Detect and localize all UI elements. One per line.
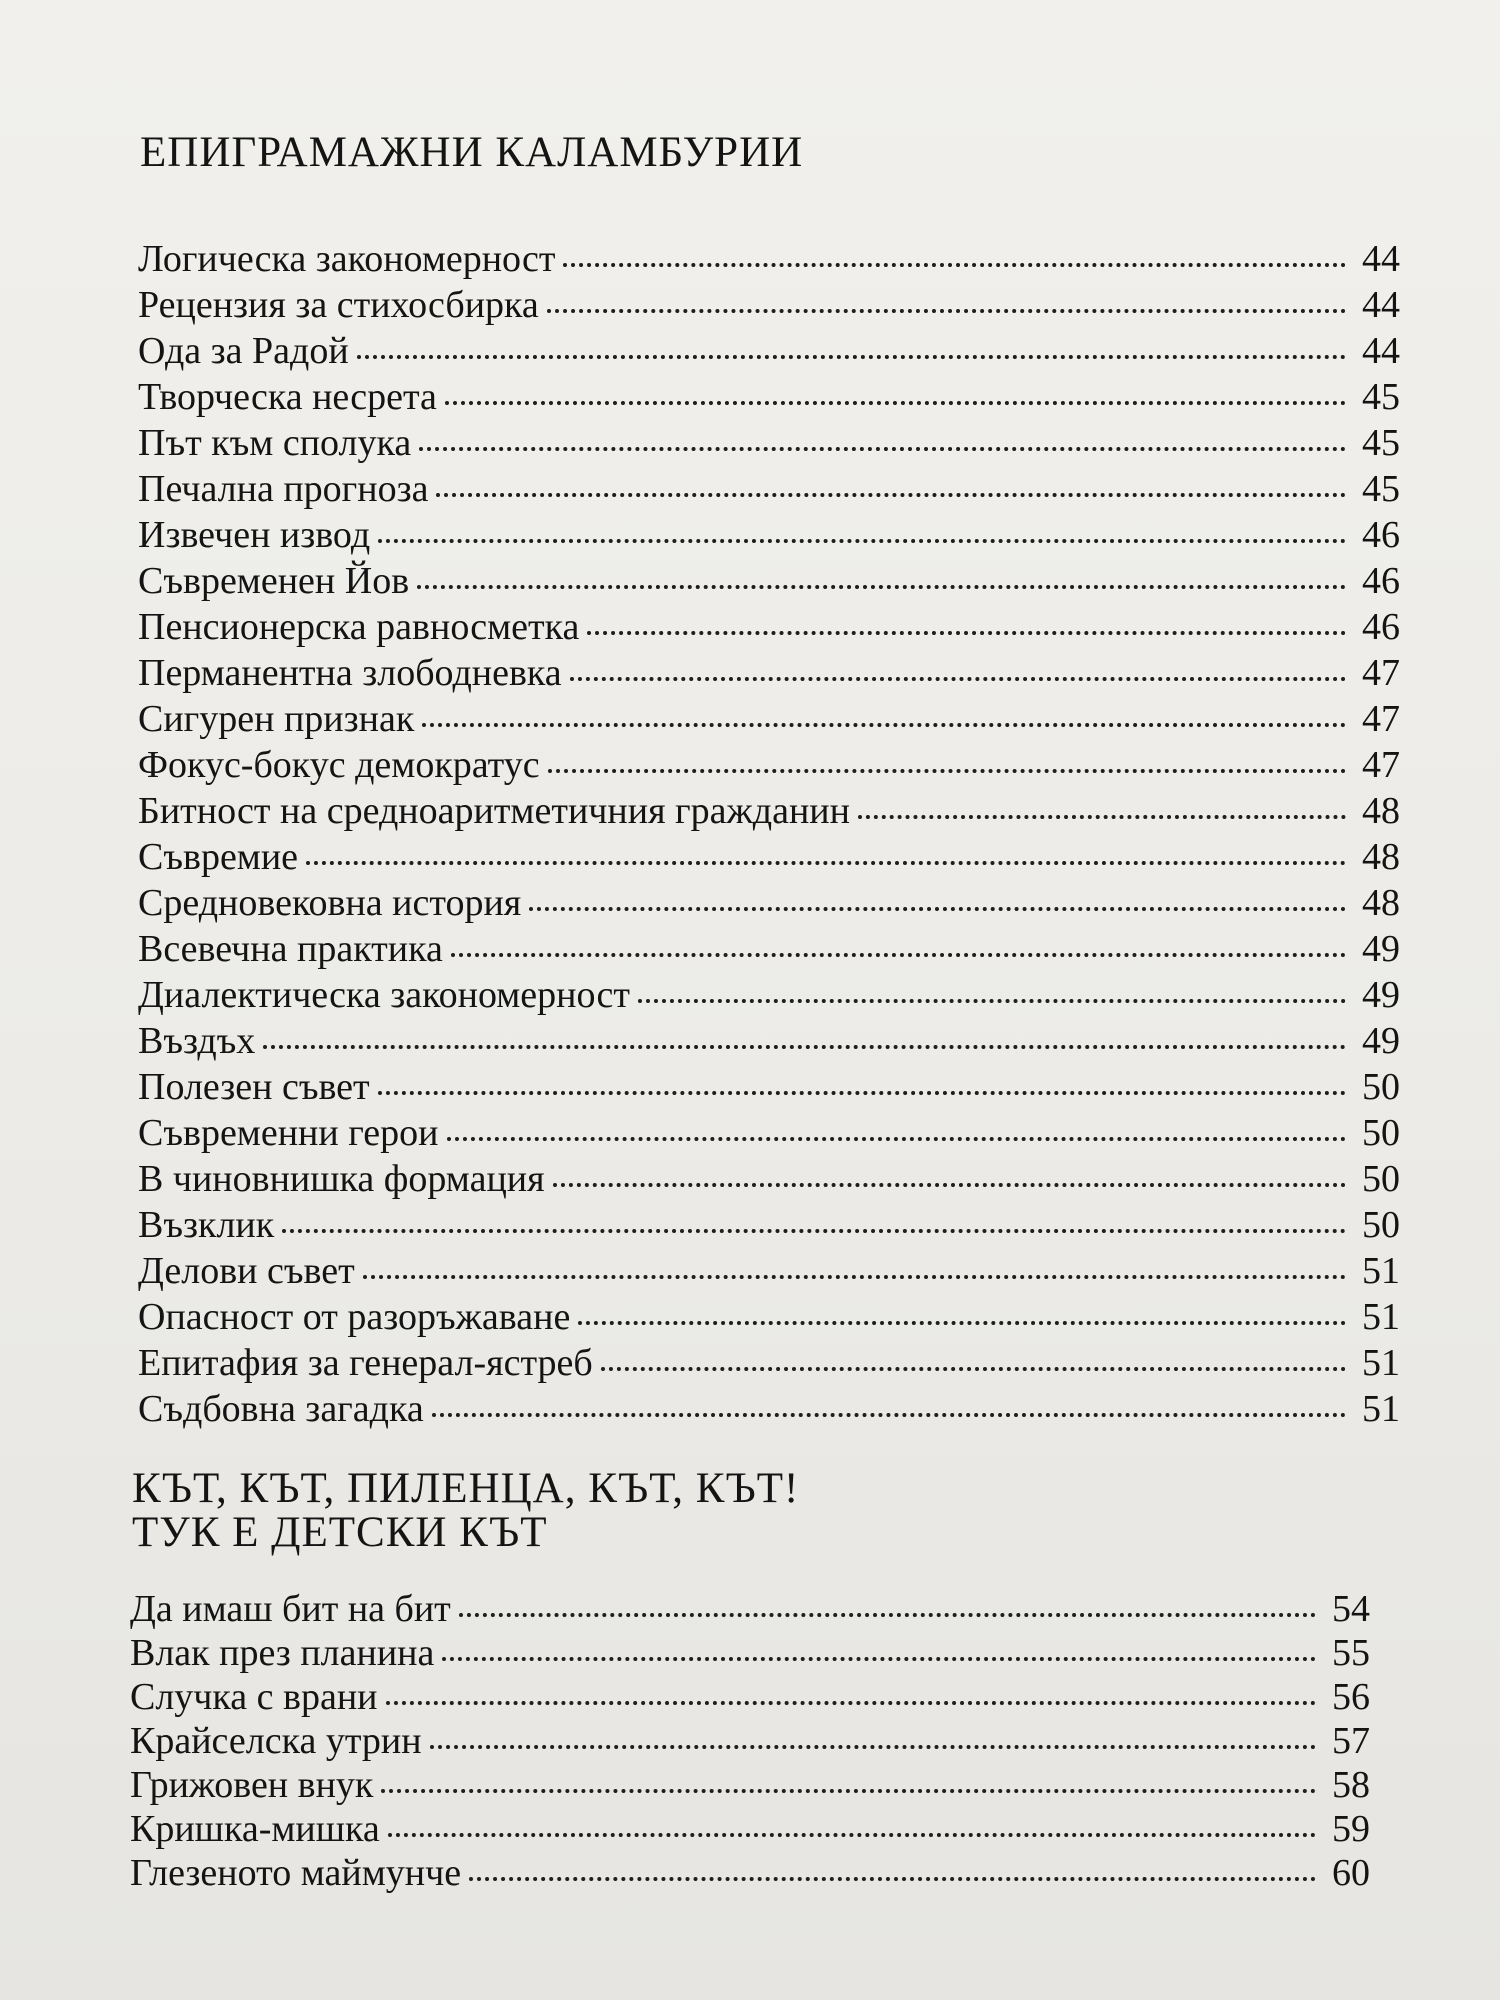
toc-entry-title: Печална прогноза <box>138 468 429 510</box>
toc-entry-title: Диалектическа закономерност <box>138 974 630 1016</box>
toc-entry <box>138 282 1400 328</box>
dot-leader <box>386 1701 1316 1705</box>
dot-leader <box>430 1745 1316 1749</box>
toc-entry-title: Полезен съвет <box>138 1066 370 1108</box>
toc-entry <box>138 1064 1400 1110</box>
toc-entry-page: 46 <box>1362 514 1400 556</box>
dot-leader <box>445 401 1346 405</box>
dot-leader <box>282 1229 1346 1233</box>
toc-entry-page: 50 <box>1362 1158 1400 1200</box>
toc-entry-title: Съдбовна загадка <box>138 1388 424 1430</box>
toc-entry-title: Рецензия за стихосбирка <box>138 284 539 326</box>
toc-entry-title: Логическа закономерност <box>138 238 556 280</box>
toc-entry-title: Грижовен внук <box>130 1764 374 1806</box>
dot-leader <box>553 1183 1346 1187</box>
dot-leader <box>451 953 1346 957</box>
toc-entry-page: 51 <box>1362 1296 1400 1338</box>
toc-entry-page: 51 <box>1362 1388 1400 1430</box>
dot-leader <box>548 769 1346 773</box>
toc-entry <box>138 604 1400 650</box>
toc-entry-page: 46 <box>1362 560 1400 602</box>
toc-entry <box>138 788 1400 834</box>
dot-leader <box>570 677 1346 681</box>
toc-entry <box>138 1156 1400 1202</box>
toc-entry-page: 59 <box>1332 1808 1370 1850</box>
toc-entry <box>138 1386 1400 1432</box>
dot-leader <box>388 1833 1316 1837</box>
toc-entry-page: 50 <box>1362 1204 1400 1246</box>
toc-entry-title: Път към сполука <box>138 422 412 464</box>
toc-entry <box>138 466 1400 512</box>
toc-entry <box>138 512 1400 558</box>
toc-entry-page: 44 <box>1362 330 1400 372</box>
toc-entry <box>138 328 1400 374</box>
toc-entry <box>138 1202 1400 1248</box>
toc-entry-page: 58 <box>1332 1764 1370 1806</box>
dot-leader <box>306 861 1346 865</box>
toc-entry-title: Да имаш бит на бит <box>130 1588 451 1630</box>
toc-entry <box>130 1850 1370 1894</box>
dot-leader <box>447 1137 1346 1141</box>
toc-entry-page: 48 <box>1362 882 1400 924</box>
toc-entry <box>138 1340 1400 1386</box>
dot-leader <box>436 493 1346 497</box>
toc-entry <box>130 1586 1370 1630</box>
toc-entry-page: 45 <box>1362 468 1400 510</box>
toc-entry-page: 50 <box>1362 1066 1400 1108</box>
toc-entry <box>138 1110 1400 1156</box>
toc-entry-title: Крайселска утрин <box>130 1720 422 1762</box>
toc-entry-page: 47 <box>1362 652 1400 694</box>
dot-leader <box>381 1789 1316 1793</box>
toc-entry-title: Кришка-мишка <box>130 1808 380 1850</box>
toc-entry-page: 49 <box>1362 974 1400 1016</box>
toc-entry-title: Творческа несрета <box>138 376 437 418</box>
toc-entry-page: 51 <box>1362 1342 1400 1384</box>
toc-entry-title: Всевечна практика <box>138 928 443 970</box>
section-title-kids-line1: КЪТ, КЪТ, ПИЛЕНЦА, КЪТ, КЪТ! <box>132 1465 800 1512</box>
dot-leader <box>469 1877 1316 1881</box>
dot-leader <box>442 1657 1316 1661</box>
toc-entry <box>130 1762 1370 1806</box>
toc-entry-title: Въздъх <box>138 1020 256 1062</box>
toc-entry-page: 54 <box>1332 1588 1370 1630</box>
dot-leader <box>263 1045 1346 1049</box>
dot-leader <box>419 447 1346 451</box>
dot-leader <box>417 585 1346 589</box>
dot-leader <box>601 1367 1346 1371</box>
toc-entry <box>138 1294 1400 1340</box>
toc-entry-title: Делови съвет <box>138 1250 355 1292</box>
toc-entry-title: Средновековна история <box>138 882 522 924</box>
section-title-epigrams: ЕПИГРАМАЖНИ КАЛАМБУРИИ <box>140 129 804 176</box>
toc-entry-title: Влак през планина <box>130 1632 435 1674</box>
toc-entry <box>138 650 1400 696</box>
toc-entry-title: Възклик <box>138 1204 275 1246</box>
toc-entry <box>138 374 1400 420</box>
toc-entry-page: 60 <box>1332 1852 1370 1894</box>
dot-leader <box>578 1321 1346 1325</box>
toc-entry <box>138 1248 1400 1294</box>
dot-leader <box>432 1413 1346 1417</box>
toc-entry <box>138 420 1400 466</box>
toc-entry-page: 55 <box>1332 1632 1370 1674</box>
toc-entry-page: 44 <box>1362 238 1400 280</box>
toc-list-kids <box>130 1586 1370 1894</box>
toc-entry <box>138 926 1400 972</box>
toc-entry <box>130 1674 1370 1718</box>
toc-entry-title: Перманентна злободневка <box>138 652 562 694</box>
dot-leader <box>378 539 1346 543</box>
dot-leader <box>422 723 1346 727</box>
toc-entry <box>138 880 1400 926</box>
section-title-kids-line2: ТУК Е ДЕТСКИ КЪТ <box>132 1509 548 1556</box>
dot-leader <box>638 999 1346 1003</box>
toc-entry-page: 50 <box>1362 1112 1400 1154</box>
toc-entry-page: 51 <box>1362 1250 1400 1292</box>
toc-entry-page: 57 <box>1332 1720 1370 1762</box>
toc-entry <box>138 696 1400 742</box>
dot-leader <box>587 631 1346 635</box>
toc-entry-page: 48 <box>1362 790 1400 832</box>
toc-entry-page: 49 <box>1362 928 1400 970</box>
toc-entry <box>130 1630 1370 1674</box>
toc-entry-title: Глезеното маймунче <box>130 1852 462 1894</box>
toc-entry-page: 47 <box>1362 744 1400 786</box>
toc-entry <box>138 742 1400 788</box>
toc-entry-title: Извечен извод <box>138 514 371 556</box>
toc-entry-title: Ода за Радой <box>138 330 349 372</box>
toc-entry-title: Опасност от разоръжаване <box>138 1296 571 1338</box>
dot-leader <box>529 907 1346 911</box>
toc-entry-page: 49 <box>1362 1020 1400 1062</box>
dot-leader <box>357 355 1346 359</box>
toc-entry-title: Съвременен Йов <box>138 560 410 602</box>
toc-list-epigrams <box>138 236 1400 1432</box>
dot-leader <box>363 1275 1346 1279</box>
toc-entry <box>138 834 1400 880</box>
toc-entry <box>138 236 1400 282</box>
toc-entry-page: 44 <box>1362 284 1400 326</box>
toc-entry-title: Случка с врани <box>130 1676 378 1718</box>
toc-entry-page: 46 <box>1362 606 1400 648</box>
dot-leader <box>378 1091 1346 1095</box>
toc-entry-page: 48 <box>1362 836 1400 878</box>
dot-leader <box>547 309 1346 313</box>
dot-leader <box>563 263 1346 267</box>
toc-entry <box>138 558 1400 604</box>
toc-entry-title: Битност на средноаритметичния гражданин <box>138 790 850 832</box>
toc-entry-title: Съвремие <box>138 836 299 878</box>
toc-entry <box>138 1018 1400 1064</box>
toc-entry-title: Пенсионерска равносметка <box>138 606 580 648</box>
toc-entry <box>130 1718 1370 1762</box>
toc-entry <box>130 1806 1370 1850</box>
toc-entry-page: 45 <box>1362 422 1400 464</box>
dot-leader <box>459 1613 1316 1617</box>
toc-entry-page: 56 <box>1332 1676 1370 1718</box>
toc-entry-title: Епитафия за генерал-ястреб <box>138 1342 593 1384</box>
toc-entry-title: Сигурен признак <box>138 698 415 740</box>
dot-leader <box>858 815 1346 819</box>
toc-entry-title: В чиновнишка формация <box>138 1158 545 1200</box>
toc-entry-title: Съвременни герои <box>138 1112 439 1154</box>
toc-entry <box>138 972 1400 1018</box>
toc-entry-title: Фокус-бокус демократус <box>138 744 540 786</box>
toc-entry-page: 45 <box>1362 376 1400 418</box>
toc-entry-page: 47 <box>1362 698 1400 740</box>
